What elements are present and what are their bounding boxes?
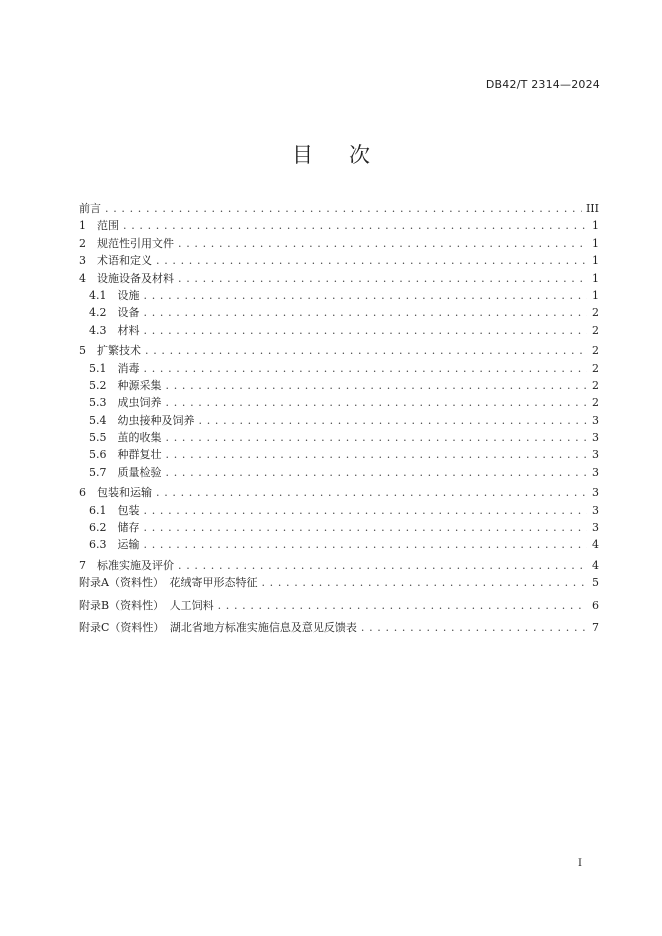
toc-entry[interactable] (79, 200, 599, 217)
toc-leader-dots (166, 466, 588, 479)
toc-entry-page: 1 (592, 254, 599, 268)
toc-entry-page: 2 (592, 361, 599, 375)
toc-entry-label: 附录C（资料性） 湖北省地方标准实施信息及意见反馈表 (79, 621, 357, 635)
toc-entry-label: 2 规范性引用文件 (79, 236, 174, 250)
toc-entry-page: 1 (592, 271, 599, 285)
toc-entry-page: 2 (592, 396, 599, 410)
toc-entry-label: 4 设施设备及材料 (79, 271, 174, 285)
toc-leader-dots (178, 559, 587, 572)
toc-entry[interactable] (79, 574, 599, 597)
toc-entry[interactable] (79, 270, 599, 287)
toc-entry[interactable] (79, 235, 599, 252)
toc-entry-label: 7 标准实施及评价 (79, 558, 174, 572)
toc-entry[interactable] (79, 342, 599, 359)
toc-leader-dots (166, 431, 588, 444)
toc-entry-label: 1 范围 (79, 219, 119, 233)
toc-entry-page: 4 (592, 538, 599, 552)
toc-entry[interactable] (79, 394, 599, 411)
toc-entry[interactable] (79, 597, 599, 620)
toc-entry-label: 附录B（资料性） 人工饲料 (79, 598, 214, 612)
toc-entry[interactable] (79, 484, 599, 501)
title-char-1: 目 (292, 143, 313, 167)
toc-leader-dots (199, 414, 588, 427)
toc-entry[interactable] (79, 446, 599, 463)
toc-entry[interactable] (79, 429, 599, 446)
toc-leader-dots (218, 599, 587, 612)
toc-entry-label: 6.3 运输 (89, 538, 140, 552)
toc-leader-dots (144, 324, 588, 337)
toc-leader-dots (144, 289, 588, 302)
toc-entry-label: 6.1 包装 (89, 503, 140, 517)
toc-leader-dots (166, 396, 588, 409)
toc-leader-dots (156, 254, 587, 267)
toc-leader-dots (178, 237, 587, 250)
toc-entry-page: 6 (592, 598, 599, 612)
toc-entry[interactable] (79, 557, 599, 574)
document-code: DB42/T 2314—2024 (485, 78, 600, 91)
toc-entry-page: 7 (592, 621, 599, 635)
toc-entry-page: 1 (592, 219, 599, 233)
toc-entry-label: 4.1 设施 (89, 288, 140, 302)
toc-leader-dots (261, 576, 587, 589)
table-of-contents (79, 200, 599, 642)
toc-entry-label: 4.2 设备 (89, 306, 140, 320)
toc-entry-label: 附录A（资料性） 花绒寄甲形态特征 (79, 576, 258, 590)
toc-entry[interactable] (79, 536, 599, 553)
toc-entry-label: 5.6 种群复壮 (89, 448, 162, 462)
toc-entry[interactable] (79, 287, 599, 304)
toc-entry-label: 前言 (79, 202, 101, 215)
toc-entry-label: 6 包装和运输 (79, 486, 152, 500)
toc-entry[interactable] (79, 322, 599, 339)
toc-entry[interactable] (79, 304, 599, 321)
toc-entry-label: 5 扩繁技术 (79, 344, 141, 358)
toc-leader-dots (144, 504, 588, 517)
toc-entry-label: 5.1 消毒 (89, 361, 140, 375)
toc-entry-page: 2 (592, 378, 599, 392)
toc-entry-page: 4 (592, 558, 599, 572)
toc-entry-label: 5.5 茧的收集 (89, 431, 162, 445)
toc-entry[interactable] (79, 217, 599, 234)
toc-entry-page: 3 (592, 448, 599, 462)
toc-entry-label: 5.3 成虫饲养 (89, 396, 162, 410)
page-number: I (578, 858, 582, 869)
toc-leader-dots (145, 344, 587, 357)
toc-entry-page: 3 (592, 431, 599, 445)
toc-entry[interactable] (79, 619, 599, 642)
toc-leader-dots (144, 362, 588, 375)
toc-leader-dots (123, 219, 587, 232)
toc-leader-dots (178, 272, 587, 285)
toc-leader-dots (361, 621, 587, 634)
toc-entry-label: 3 术语和定义 (79, 254, 152, 268)
toc-entry-page: 2 (592, 323, 599, 337)
toc-entry-label: 6.2 储存 (89, 521, 140, 535)
toc-entry-label: 5.4 幼虫接种及饲养 (89, 413, 195, 427)
toc-entry[interactable] (79, 252, 599, 269)
toc-entry[interactable] (79, 464, 599, 481)
toc-entry[interactable] (79, 412, 599, 429)
title-char-2: 次 (349, 143, 370, 167)
toc-leader-dots (144, 538, 588, 551)
toc-entry-page: 2 (592, 306, 599, 320)
toc-leader-dots (144, 521, 588, 534)
toc-leader-dots (105, 202, 582, 215)
toc-leader-dots (156, 486, 587, 499)
toc-leader-dots (166, 379, 588, 392)
toc-entry-page: 3 (592, 521, 599, 535)
toc-entry-page: 3 (592, 503, 599, 517)
toc-entry-page: 1 (592, 236, 599, 250)
toc-entry[interactable] (79, 502, 599, 519)
toc-entry-label: 5.2 种源采集 (89, 378, 162, 392)
toc-entry-label: 4.3 材料 (89, 323, 140, 337)
toc-entry-page: 3 (592, 413, 599, 427)
toc-entry-page: 2 (592, 344, 599, 358)
page-title (0, 139, 662, 169)
toc-entry[interactable] (79, 360, 599, 377)
toc-entry-label: 5.7 质量检验 (89, 465, 162, 479)
toc-entry[interactable] (79, 377, 599, 394)
toc-entry-page: 3 (592, 486, 599, 500)
toc-entry-page: III (585, 202, 599, 215)
toc-leader-dots (166, 448, 588, 461)
toc-entry-page: 1 (592, 288, 599, 302)
toc-entry-page: 3 (592, 465, 599, 479)
toc-leader-dots (144, 306, 588, 319)
toc-entry[interactable] (79, 519, 599, 536)
toc-entry-page: 5 (592, 576, 599, 590)
